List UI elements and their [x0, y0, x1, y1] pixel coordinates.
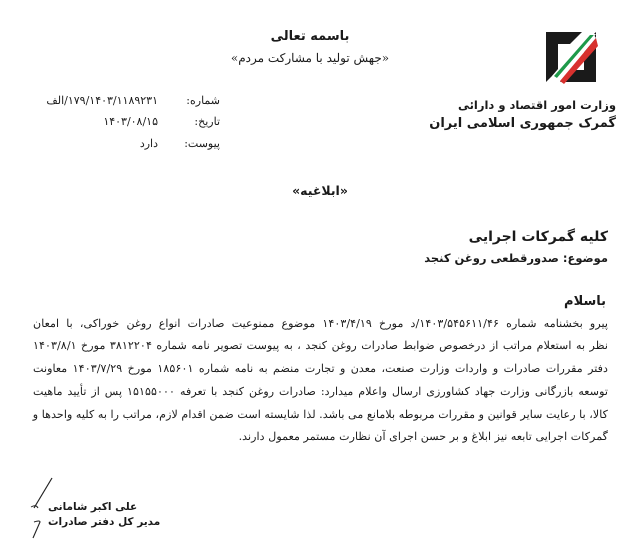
year-slogan: «جهش تولید با مشارکت مردم» — [230, 51, 390, 65]
meta-number — [20, 94, 220, 112]
date-label: تاریخ: — [194, 115, 220, 128]
number-label: شماره: — [186, 94, 220, 107]
date-value: ۱۴۰۳/۰۸/۱۵ — [103, 115, 158, 128]
signatory-name: علی اکبر شامانی — [48, 501, 138, 513]
recipient: کلیه گمرکات اجرایی — [468, 229, 608, 245]
meta-attachment — [20, 137, 220, 155]
body-paragraph-line: دفتر مقررات صادرات و واردات وزارت صنعت، معدن و تجارت منضم به نامه شماره ۱۸۵۶۰۱ مورخ ۱۴۰۳/۷/۲۹ معاونت — [33, 362, 609, 375]
subject-line: موضوع: صدورقطعی روغن کنجد — [424, 251, 608, 265]
body-paragraph-line: گمرکات اجرایی تابعه نیز ابلاغ و بر حسن اجرای آن نظارت مستمر معمول دارند. — [238, 430, 608, 443]
iran-customs-logo-icon — [540, 26, 602, 88]
greeting: باسلام — [564, 294, 606, 309]
organization-name: گمرک جمهوری اسلامی ایران — [429, 116, 616, 131]
body-paragraph-line: کالا، با رعایت سایر قوانین و مقررات مربوطه بلامانع می باشد. لذا شایسته است ضمن اقدام لازم، مراتب را به کلیه واحدها و — [32, 408, 608, 421]
ministry-name: وزارت امور اقتصاد و دارائی — [457, 98, 616, 112]
notice-title: «ابلاغیه» — [292, 183, 348, 198]
attachment-label: پیوست: — [184, 137, 220, 150]
attachment-value: دارد — [139, 137, 158, 150]
invocation-heading: باسمه تعالی — [270, 29, 350, 44]
number-value: ۱۷۹/۱۴۰۳/۱۱۸۹۲۳۱/الف — [46, 94, 158, 107]
signatory-title: مدیر کل دفتر صادرات — [48, 516, 161, 528]
body-paragraph-line: نظر به استعلام مراتب از درخصوص ضوابط صادرات روغن کنجد ، به پیوست تصویر نامه شماره ۳۸۱۲۲۰۴ مورخ ۱۴۰۳/۸/۱ — [33, 339, 608, 352]
meta-date — [20, 115, 220, 133]
body-paragraph-line: پیرو بخشنامه شماره ۱۴۰۳/۵۴۵۶۱۱/۴۶/د مورخ ۱۴۰۳/۴/۱۹ موضوع ممنوعیت صادرات انواع روغن خوراکی، با امعان — [33, 317, 608, 330]
body-paragraph-line: توسعه بازرگانی وزارت جهاد کشاورزی ارسال واعلام میدارد: صادرات روغن کنجد با تعرفه ۱۵۱۵۵۰۰۰ پس از تأیید ماهیت — [33, 385, 608, 398]
